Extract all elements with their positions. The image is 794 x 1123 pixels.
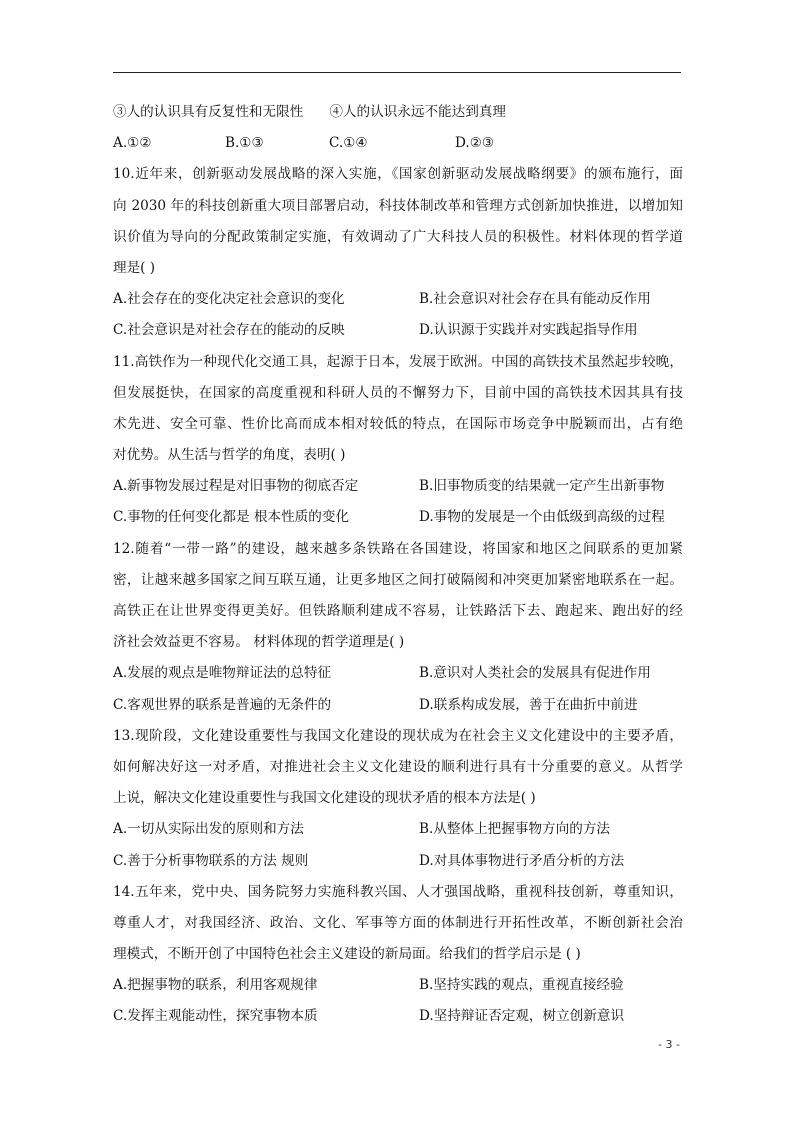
q9-option-c: C.①④: [329, 135, 368, 152]
q10-line-3: 识价值为导向的分配政策制定实施，有效调动了广大科技人员的积极性。材料体现的哲学道: [113, 228, 683, 245]
q13-options-row-2: [113, 846, 683, 877]
q12-option-b: B.意识对人类社会的发展具有促进作用: [419, 665, 651, 682]
q14-option-d: D.坚持辩证否定观，树立创新意识: [419, 1008, 625, 1025]
q11-line-4: 对优势。从生活与哲学的角度，表明( ): [113, 447, 346, 464]
q13-line-3: 上说，解决文化建设重要性与我国文化建设的现状矛盾的根本方法是( ): [113, 790, 536, 807]
q9-option-b: B.①③: [225, 135, 264, 152]
q12-options-row-2: [113, 690, 683, 721]
q9-statements: [113, 97, 683, 128]
q10-option-d: D.认识源于实践并对实践起指导作用: [419, 322, 638, 339]
q13-line-2: 如何解决好这一对矛盾，对推进社会主义文化建设的顺利进行具有十分重要的意义。从哲学: [113, 758, 683, 775]
q13-option-d: D.对具体事物进行矛盾分析的方法: [419, 852, 625, 869]
q12-line-2: 密，让越来越多国家之间互联互通，让更多地区之间打破隔阂和冲突更加紧密地联系在一起。: [113, 571, 683, 588]
q13-option-a: A.一切从实际出发的原则和方法: [113, 821, 304, 838]
page-number: - 3 -: [658, 1038, 680, 1051]
q11-options-row-1: [113, 471, 683, 502]
q13-option-b: B.从整体上把握事物方向的方法: [419, 821, 611, 838]
q11-option-d: D.事物的发展是一个由低级到高级的过程: [419, 509, 665, 526]
q12-options-row-1: [113, 658, 683, 689]
q9-option-d: D.②③: [455, 135, 495, 152]
q12-line-4: 济社会效益更不容易。 材料体现的哲学道理是( ): [113, 634, 405, 651]
q10-option-b: B.社会意识对社会存在具有能动反作用: [419, 291, 651, 308]
q14-options-row-2: [113, 1001, 683, 1032]
q14-line-3: 理模式，不断开创了中国特色社会主义建设的新局面。给我们的哲学启示是 ( ): [113, 946, 581, 963]
q12-line-1: 12.随着“一带一路”的建设，越来越多条铁路在各国建设，将国家和地区之间联系的更加紧: [113, 540, 683, 557]
q10-options-row-2: [113, 315, 683, 346]
header-rule: [113, 72, 681, 73]
q9-option-a: A.①②: [113, 135, 152, 152]
q14-line-1: 14.五年来，党中央、国务院努力实施科教兴国、人才强国战略，重视科技创新，尊重知识，: [113, 883, 683, 900]
q11-line-2: 但发展挺快，在国家的高度重视和科研人员的不懈努力下，目前中国的高铁技术因其具有技: [113, 384, 683, 401]
q14-line-2: 尊重人才，对我国经济、政治、文化、军事等方面的体制进行开拓性改革，不断创新社会治: [113, 914, 683, 931]
q11-option-b: B.旧事物质变的结果就一定产生出新事物: [419, 478, 665, 495]
q13-line-1: 13.现阶段，文化建设重要性与我国文化建设的现状成为在社会主义文化建设中的主要矛盾，: [113, 727, 683, 744]
q13-option-c: C.善于分析事物联系的方法 规则: [113, 852, 309, 869]
q14-option-a: A.把握事物的联系，利用客观规律: [113, 977, 318, 994]
page-content: [113, 97, 683, 1033]
q9-statement-3: ③人的认识具有反复性和无限性: [113, 104, 304, 120]
q11-option-a: A.新事物发展过程是对旧事物的彻底否定: [113, 478, 359, 495]
q11-line-3: 术先进、安全可靠、性价比高而成本相对较低的特点，在国际市场竞争中脱颖而出，占有绝: [113, 415, 683, 432]
q9-options: [113, 128, 683, 159]
q10-options-row-1: [113, 284, 683, 315]
q9-statement-4: ④人的认识永远不能达到真理: [329, 104, 507, 120]
q12-option-c: C.客观世界的联系是普遍的无条件的: [113, 696, 332, 713]
q10-line-2: 向 2030 年的科技创新重大项目部署启动，科技体制改革和管理方式创新加快推进，以增加知: [113, 197, 683, 214]
q10-option-a: A.社会存在的变化决定社会意识的变化: [113, 291, 345, 308]
q10-line-4: 理是( ): [113, 259, 156, 276]
q14-options-row-1: [113, 970, 683, 1001]
q10-line-1: 10.近年来，创新驱动发展战略的深入实施，《国家创新驱动发展战略纲要》的颁布施行，面: [113, 166, 683, 183]
q11-options-row-2: [113, 502, 683, 533]
q11-line-1: 11.高铁作为一种现代化交通工具，起源于日本，发展于欧洲。中国的高铁技术虽然起步较晚，: [113, 353, 683, 370]
q14-option-b: B.坚持实践的观点，重视直接经验: [419, 977, 624, 994]
q10-option-c: C.社会意识是对社会存在的能动的反映: [113, 322, 345, 339]
q12-line-3: 高铁正在让世界变得更美好。但铁路顺利建成不容易，让铁路活下去、跑起来、跑出好的经: [113, 603, 683, 619]
q13-options-row-1: [113, 814, 683, 845]
q14-option-c: C.发挥主观能动性，探究事物本质: [113, 1008, 318, 1025]
q12-option-d: D.联系构成发展，善于在曲折中前进: [419, 696, 638, 713]
q11-option-c: C.事物的任何变化都是 根本性质的变化: [113, 509, 350, 526]
q12-option-a: A.发展的观点是唯物辩证法的总特征: [113, 665, 332, 682]
